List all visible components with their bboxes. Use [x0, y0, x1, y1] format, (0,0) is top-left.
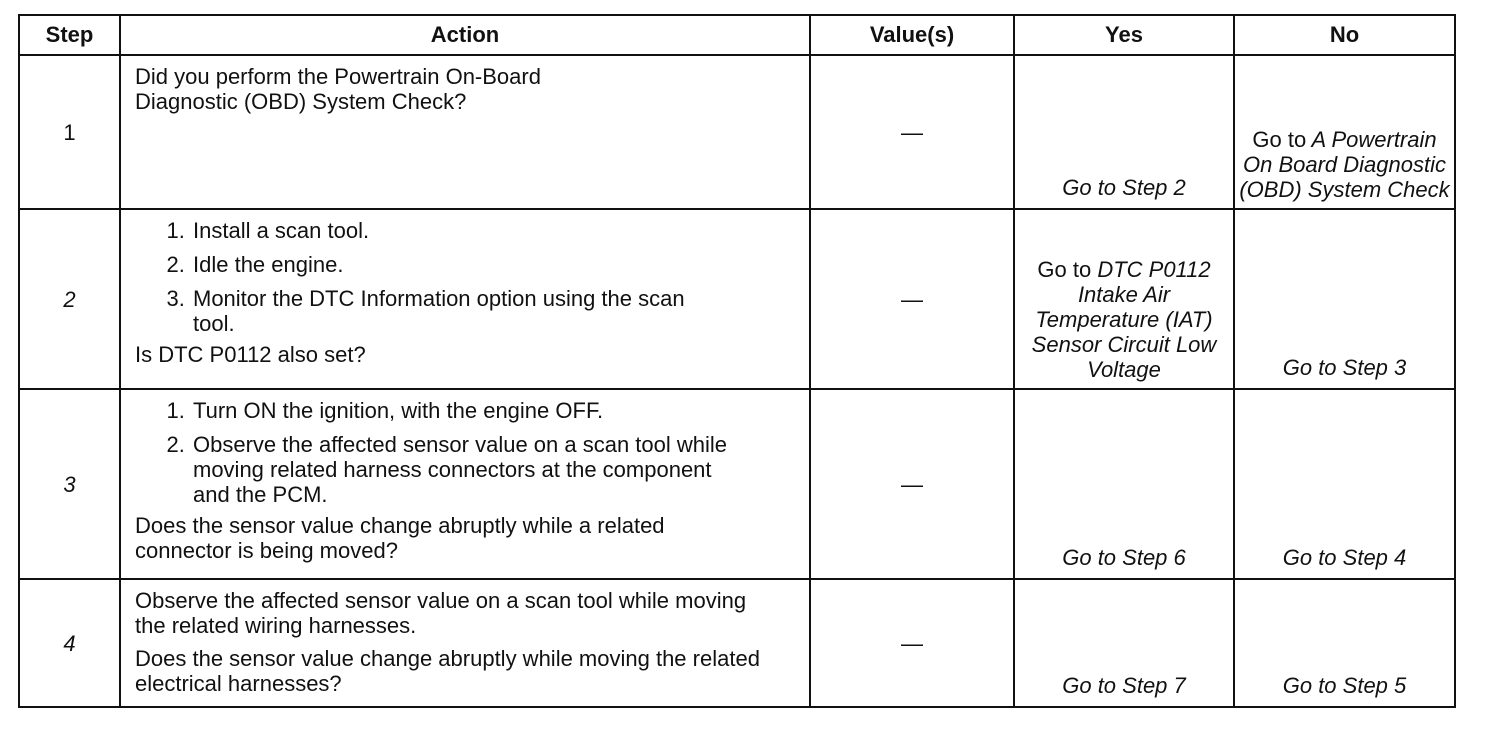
- no-cell: [1234, 579, 1455, 707]
- yes-link[interactable]: Go to Step 6: [1062, 545, 1186, 570]
- action-cell: [120, 389, 810, 579]
- list-item: 2. Observe the affected sensor value on a scan tool while moving related harness connectors at the component and the PCM.: [191, 432, 751, 507]
- no-cell: [1234, 55, 1455, 209]
- value-dash: —: [901, 119, 923, 145]
- action-cell: [120, 55, 810, 209]
- action-question: Does the sensor value change abruptly while moving the related electrical harnesses?: [135, 646, 760, 696]
- value-dash: —: [901, 630, 923, 656]
- action-question: Does the sensor value change abruptly while a related connector is being moved?: [135, 513, 665, 563]
- step-number: 2: [19, 209, 120, 389]
- list-item: 3. Monitor the DTC Information option using the scan tool.: [191, 286, 711, 336]
- value-cell: [810, 55, 1014, 209]
- action-cell: [120, 209, 810, 389]
- no-cell: [1234, 209, 1455, 389]
- step-number: 1: [19, 55, 120, 209]
- no-link[interactable]: A Powertrain On Board Diagnostic (OBD) System Check: [1239, 127, 1450, 202]
- header-no: No: [1234, 15, 1455, 55]
- action-lead: Observe the affected sensor value on a scan tool while moving the related wiring harnesses.: [135, 588, 747, 638]
- value-cell: [810, 209, 1014, 389]
- table-row: [19, 55, 1455, 209]
- action-text: Did you perform the Powertrain On-Board Diagnostic (OBD) System Check?: [135, 64, 541, 114]
- action-list: [135, 398, 751, 507]
- value-dash: —: [901, 286, 923, 312]
- yes-cell: [1014, 389, 1234, 579]
- value-dash: —: [901, 471, 923, 497]
- step-number: 4: [19, 579, 120, 707]
- yes-cell: [1014, 209, 1234, 389]
- yes-link[interactable]: Go to Step 7: [1062, 673, 1186, 698]
- header-yes: Yes: [1014, 15, 1234, 55]
- yes-cell: [1014, 55, 1234, 209]
- action-list: [135, 218, 711, 336]
- no-link[interactable]: Go to Step 5: [1282, 673, 1407, 698]
- value-cell: [810, 389, 1014, 579]
- no-link[interactable]: Go to Step 4: [1282, 545, 1407, 570]
- table-row: [19, 389, 1455, 579]
- no-link[interactable]: Go to Step 3: [1282, 355, 1407, 380]
- header-row: [19, 15, 1455, 55]
- list-item: 2. Idle the engine.: [191, 252, 711, 277]
- action-question: Is DTC P0112 also set?: [135, 342, 366, 367]
- step-number: 3: [19, 389, 120, 579]
- header-step: Step: [19, 15, 120, 55]
- table-row: [19, 579, 1455, 707]
- no-cell: [1234, 389, 1455, 579]
- table-row: [19, 209, 1455, 389]
- header-values: Value(s): [810, 15, 1014, 55]
- action-cell: [120, 579, 810, 707]
- no-prefix: Go to: [1252, 127, 1307, 152]
- yes-prefix: Go to: [1037, 257, 1092, 282]
- list-item: 1. Install a scan tool.: [191, 218, 711, 243]
- diagnostic-table: [18, 14, 1456, 708]
- yes-link[interactable]: Go to Step 2: [1062, 175, 1186, 200]
- yes-cell: [1014, 579, 1234, 707]
- header-action: Action: [120, 15, 810, 55]
- yes-link[interactable]: DTC P0112 Intake Air Temperature (IAT) Sensor Circuit Low Voltage: [1031, 257, 1217, 382]
- list-item: 1. Turn ON the ignition, with the engine OFF.: [191, 398, 751, 423]
- value-cell: [810, 579, 1014, 707]
